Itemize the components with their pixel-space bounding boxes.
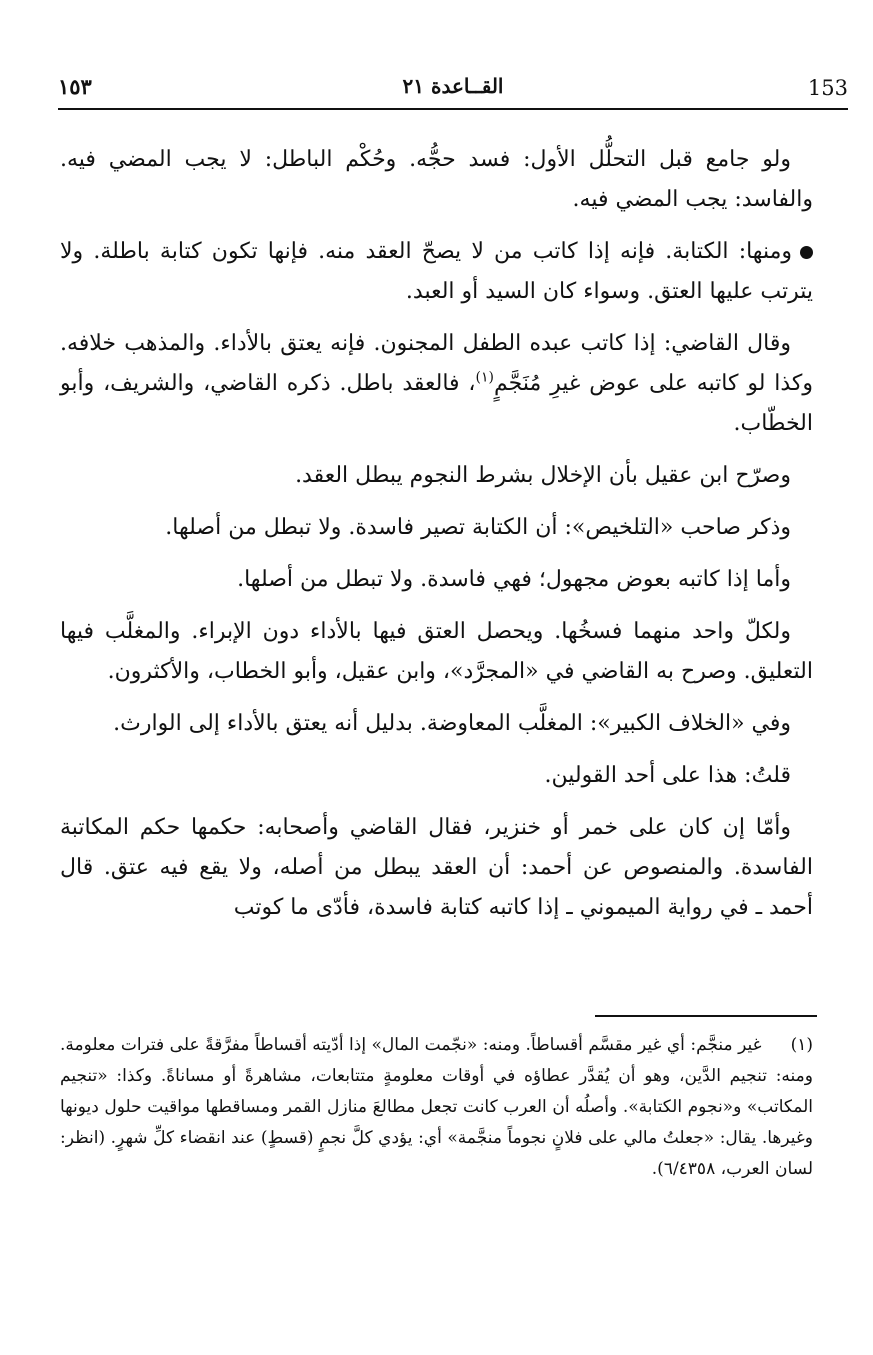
footnote — [60, 1030, 813, 1185]
footnote-number: (١) — [790, 1035, 813, 1055]
paragraph: ولكلّ واحد منهما فسخُها. ويحصل العتق فيها بالأداء دون الإبراء. والمغلَّب فيها التعليق. وصرح به القاضي في «المجرَّد»، وابن عقيل، وأبو الخطاب، والأكثرون. — [60, 619, 813, 684]
paragraph: وذكر صاحب «التلخيص»: أن الكتابة تصير فاسدة. ولا تبطل من أصلها. — [165, 515, 791, 540]
footnote-divider — [595, 1015, 817, 1017]
running-header — [58, 72, 848, 110]
paragraph: ولو جامع قبل التحلُّل الأول: فسد حجُّه. وحُكْم الباطل: لا يجب المضي فيه. والفاسد: يجب المضي فيه. — [60, 147, 813, 212]
paragraph-text-continued: ، فالعقد باطل. ذكره القاضي، والشريف، وأبو الخطّاب. — [60, 371, 813, 436]
page-number-latin: 153 — [807, 76, 848, 100]
paragraph-with-footnote — [60, 324, 813, 444]
paragraph-text: وقال القاضي: إذا كاتب عبده الطفل المجنون. فإنه يعتق بالأداء. والمذهب خلافه. وكذا لو كاتبه على عوض غيرِ مُنَجَّمٍ — [60, 331, 814, 396]
paragraph: قلتُ: هذا على أحد القولين. — [544, 763, 791, 788]
paragraph: وأما إذا كاتبه بعوض مجهول؛ فهي فاسدة. ولا تبطل من أصلها. — [237, 567, 791, 592]
page-number-arabic: ١٥٣ — [58, 74, 92, 99]
paragraph: وفي «الخلاف الكبير»: المغلَّب المعاوضة. بدليل أنه يعتق بالأداء إلى الوارث. — [113, 711, 791, 736]
main-text — [60, 140, 813, 940]
footnote-reference[interactable]: (١) — [475, 369, 494, 386]
paragraph-bulleted — [60, 232, 813, 312]
chapter-title: القــاعدة ٢١ — [402, 74, 504, 98]
bullet-icon — [800, 246, 813, 259]
paragraph-text: ومنها: الكتابة. فإنه إذا كاتب من لا يصحّ العقد منه. فإنها تكون كتابة باطلة. ولا يترتب عليها العتق. وسواء كان السيد أو العبد. — [60, 239, 813, 304]
paragraph: وأمّا إن كان على خمر أو خنزير، فقال القاضي وأصحابه: حكمها حكم المكاتبة الفاسدة. والمنصوص عن أحمد: أن العقد يبطل من أصله، ولا يقع فيه عتق. قال أحمد ـ في رواية الميموني ـ إذا كاتبه كتابة فاسدة، فأدّى ما كوتب — [60, 815, 813, 920]
footnote-text: غير منجَّم: أي غير مقسَّم أقساطاً. ومنه: «نجّمت المال» إذا أدّيته أقساطاً مفرَّقةً على فترات معلومة. ومنه: تنجيم الدَّين، وهو أن يُقدَّر عطاؤه في أوقات معلومةٍ متتابعات، مشاهرةً أو مساناةً. وكذا: «تنجيم المكاتب» و«نجوم الكتابة». وأصلُه أن العرب كانت تجعل مطالعَ منازل القمر ومساقطها مواقيت حلول ديونها وغيرها. يقال: «جعلتُ مالي على فلانٍ نجوماً منجَّمة» أي: يؤدي كلَّ نجمٍ (قسطٍ) عند انقضاء كلِّ شهرٍ. (انظر: لسان العرب، ٦/٤٣٥٨). — [60, 1035, 813, 1179]
paragraph: وصرّح ابن عقيل بأن الإخلال بشرط النجوم يبطل العقد. — [295, 463, 791, 488]
